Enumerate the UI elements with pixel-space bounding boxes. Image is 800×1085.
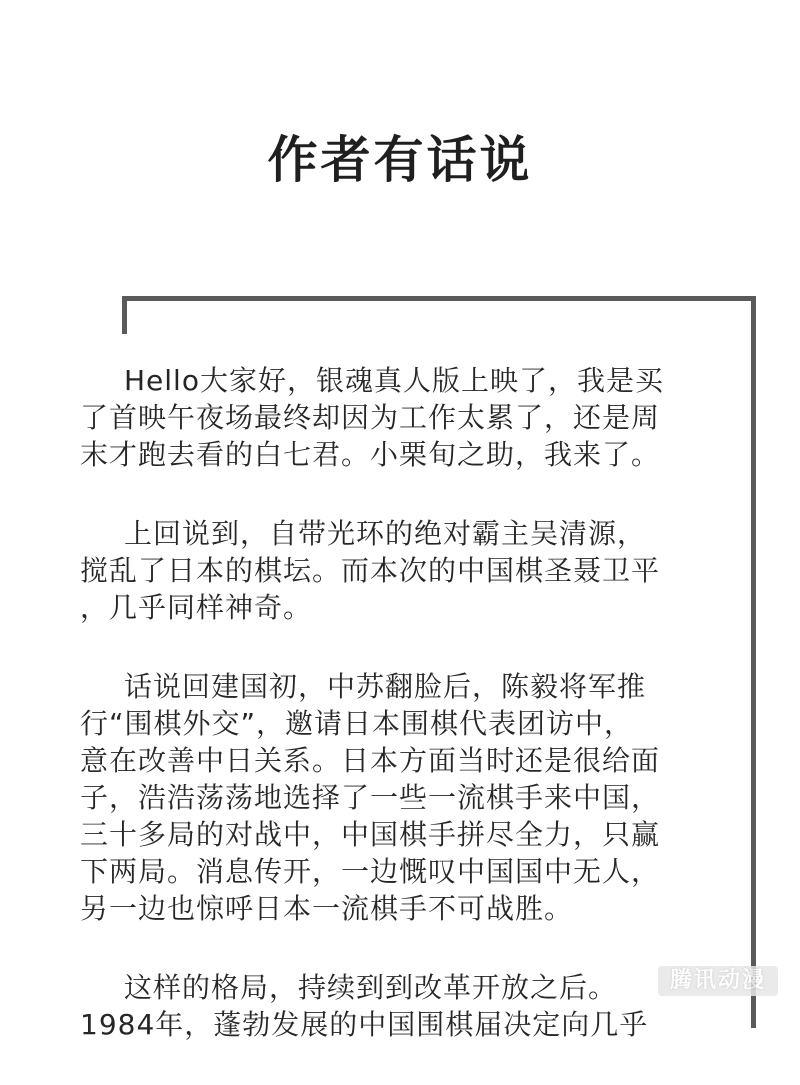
paragraph-3 [80, 668, 730, 927]
text-line: 子，浩浩荡荡地选择了一些一流棋手来中国， [80, 781, 661, 814]
text-line: ，几乎同样神奇。 [80, 591, 313, 624]
paragraph-4 [80, 969, 730, 1043]
text-line: 话说回建国初，中苏翻脸后，陈毅将军推 [124, 670, 647, 703]
paragraph-2 [80, 515, 730, 626]
text-line: 下两局。消息传开，一边慨叹中国国中无人， [80, 855, 661, 888]
text-line: 行“围棋外交”，邀请日本围棋代表团访中， [80, 707, 634, 740]
text-line: 这样的格局，持续到到改革开放之后。 [124, 971, 618, 1004]
text-line: 搅乱了日本的棋坛。而本次的中国棋圣聂卫平 [80, 554, 661, 587]
watermark-logo: 腾讯动漫 [658, 966, 778, 996]
text-line: 三十多局的对战中，中国棋手拼尽全力，只赢 [80, 818, 661, 851]
text-line: 1984年，蓬勃发展的中国围棋届决定向几乎 [80, 1008, 649, 1041]
text-line: 意在改善中日关系。日本方面当时还是很给面 [80, 744, 661, 777]
frame-border-right [751, 296, 756, 1028]
paragraph-1 [80, 362, 730, 473]
page-title: 作者有话说 [267, 130, 533, 189]
frame-border-top [122, 296, 756, 301]
text-line: 上回说到，自带光环的绝对霸主吴清源， [124, 517, 647, 550]
text-line: 末才跑去看的白七君。小栗旬之助，我来了。 [80, 438, 661, 471]
text-line: Hello大家好，银魂真人版上映了，我是买 [124, 364, 664, 397]
frame-border-left [122, 296, 127, 334]
text-line: 了首映午夜场最终却因为工作太累了，还是周 [80, 401, 661, 434]
article-body [80, 362, 730, 1085]
text-line: 另一边也惊呼日本一流棋手不可战胜。 [80, 892, 574, 925]
